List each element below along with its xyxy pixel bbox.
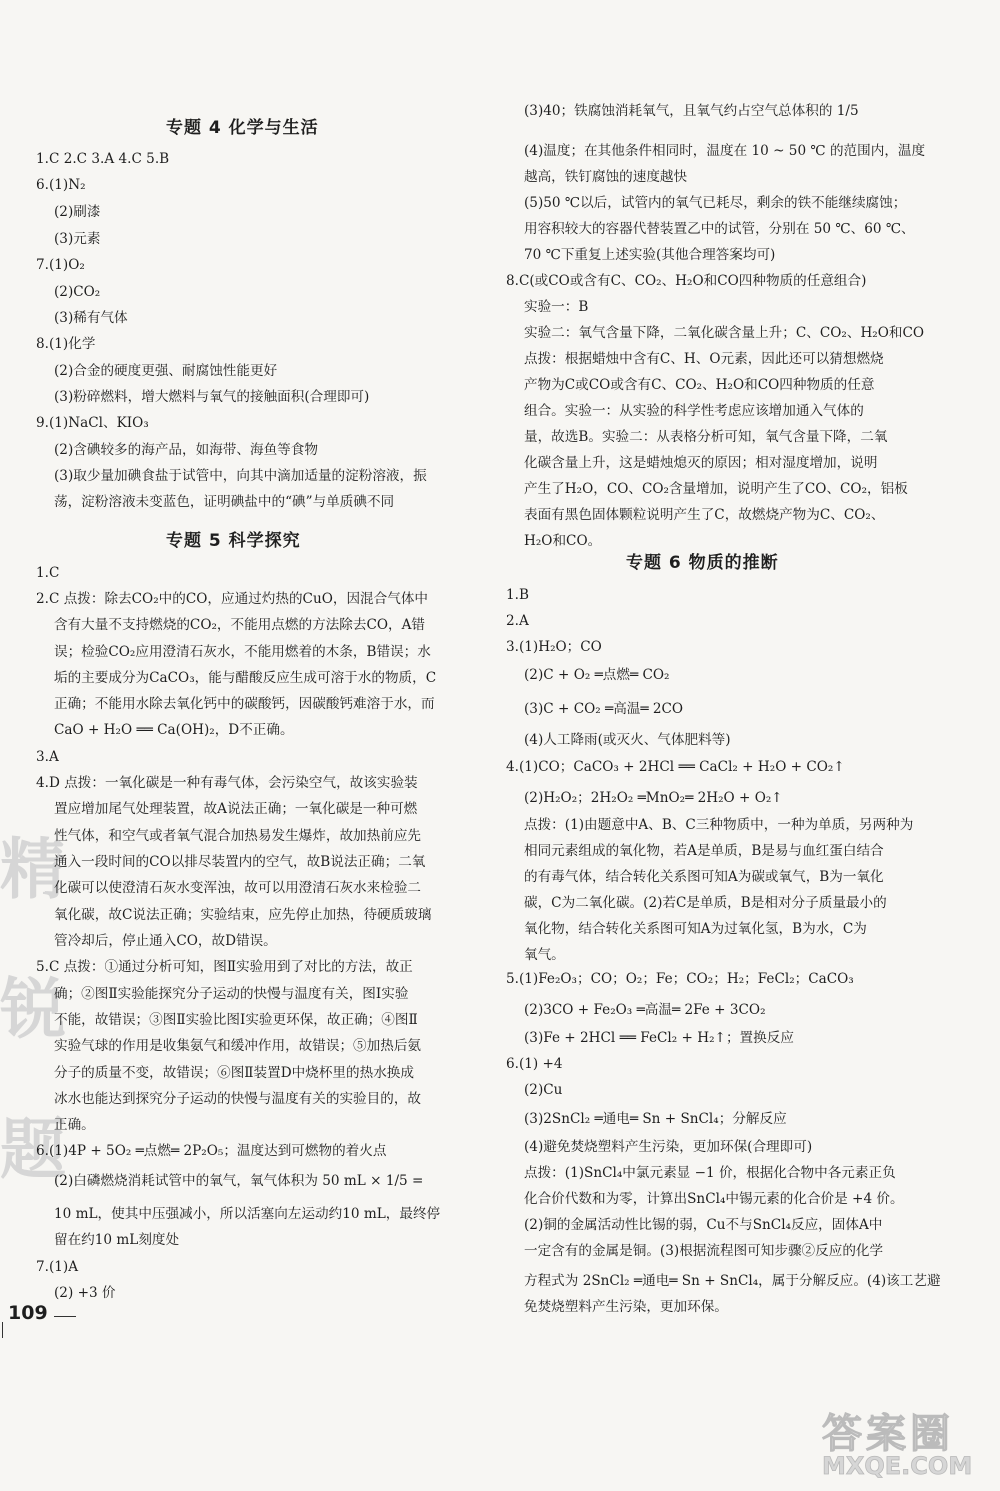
text-line: 分子的质量不变，故错误；⑥图Ⅱ装置D中烧杯里的热水换成 [54,1065,414,1081]
section-heading: 专题 6 物质的推断 [626,553,779,573]
text-line: 点拨：(1)SnCl₄中氯元素显 −1 价，根据化合物中各元素正负 [524,1165,896,1181]
text-line: (2)白磷燃烧消耗试管中的氧气，氧气体积为 50 mL × 1/5 = [54,1173,424,1189]
margin-rule [2,1322,3,1338]
text-line: 9.(1)NaCl、KIO₃ [36,415,149,431]
text-line: H₂O和CO。 [524,533,602,549]
text-line: 误；检验CO₂应用澄清石灰水，不能用燃着的木条，B错误；水 [54,644,431,660]
text-line: 1.C 2.C 3.A 4.C 5.B [36,151,170,167]
text-line: 一定含有的金属是铜。(3)根据流程图可知步骤②反应的化学 [524,1243,884,1259]
text-line: 垢的主要成分为CaCO₃，能与醋酸反应生成可溶于水的物质，C [54,670,437,686]
text-line: (3)Fe + 2HCl ══ FeCl₂ + H₂↑；置换反应 [524,1030,794,1046]
text-line: (2)Cu [524,1082,563,1098]
text-line: 组合。实验一：从实验的科学性考虑应该增加通入气体的 [524,403,864,419]
text-line: 8.C(或CO或含有C、CO₂、H₂O和CO四种物质的任意组合) [506,273,867,289]
text-line: (3)C + CO₂ ═高温═ 2CO [524,701,684,717]
text-line: 1.B [506,587,529,603]
page-number-rule [54,1316,76,1317]
watermark-char: 精 [0,831,66,908]
text-line: 的有毒气体，结合转化关系图可知A为碳或氧气，B为一氧化 [524,869,884,885]
logo-title: 答案圈 [822,1411,954,1457]
text-line: (3)稀有气体 [54,310,128,326]
text-line: CaO + H₂O ══ Ca(OH)₂，D不正确。 [54,722,294,738]
text-line: 6.(1)N₂ [36,177,86,193]
text-line: 2.A [506,613,529,629]
text-line: 留在约10 mL刻度处 [54,1232,180,1248]
text-line: 免焚烧塑料产生污染，更加环保。 [524,1299,728,1315]
text-line: (5)50 ℃以后，试管内的氧气已耗尽，剩余的铁不能继续腐蚀； [524,195,907,211]
text-line: 正确。 [54,1117,95,1133]
text-line: 化合价代数和为零，计算出SnCl₄中锡元素的化合价是 +4 价。 [524,1191,904,1207]
text-line: 碳，C为二氧化碳。(2)若C是单质，B是相对分子质量最小的 [524,895,887,911]
text-line: 7.(1)A [36,1259,79,1275]
text-line: 方程式为 2SnCl₂ ═通电═ Sn + SnCl₄，属于分解反应。(4)该工艺避 [524,1273,941,1289]
text-line: 相同元素组成的氧化物，若A是单质，B是易与血红蛋白结合 [524,843,884,859]
text-line: 确；②图Ⅱ实验能探究分子运动的快慢与温度有关，图Ⅰ实验 [54,986,409,1002]
text-line: 4.(1)CO；CaCO₃ + 2HCl ══ CaCl₂ + H₂O + CO₂↑ [506,759,845,775]
page-number: 109 [8,1302,48,1324]
text-line: (2)含碘较多的海产品，如海带、海鱼等食物 [54,442,318,458]
text-line: 6.(1)4P + 5O₂ ═点燃═ 2P₂O₅；温度达到可燃物的着火点 [36,1143,387,1159]
text-line: 4.D 点拨：一氧化碳是一种有毒气体，会污染空气，故该实验装 [36,775,418,791]
text-line: 置应增加尾气处理装置，故A说法正确；一氧化碳是一种可燃 [54,801,418,817]
text-line: 点拨：根据蜡烛中含有C、H、O元素，因此还可以猜想燃烧 [524,351,884,367]
text-line: 不能，故错误；③图Ⅱ实验比图Ⅰ实验更环保，故正确；④图Ⅱ [54,1012,418,1028]
site-logo [822,1402,990,1484]
watermark-char: 题 [0,1111,66,1188]
text-line: 5.C 点拨：①通过分析可知，图Ⅱ实验用到了对比的方法，故正 [36,959,413,975]
logo-url: MXQE.COM [822,1452,973,1480]
text-line: 2.C 点拨：除去CO₂中的CO，应通过灼热的CuO，因混合气体中 [36,591,429,607]
text-line: 氧气。 [524,947,565,963]
text-line: 化碳可以使澄清石灰水变浑浊，故可以用澄清石灰水来检验二 [54,880,422,896]
text-line: 氧化碳，故C说法正确；实验结束，应先停止加热，待硬质玻璃 [54,907,432,923]
text-line: 性气体，和空气或者氧气混合加热易发生爆炸，故加热前应先 [54,828,422,844]
text-line: 用容积较大的容器代替装置乙中的试管，分别在 50 ℃、60 ℃、 [524,221,915,237]
text-line: 通入一段时间的CO以排尽装置内的空气，故B说法正确；二氧 [54,854,426,870]
text-line: (3)40；铁腐蚀消耗氧气，且氧气约占空气总体积的 1/5 [524,103,859,119]
text-line: 5.(1)Fe₂O₃；CO；O₂；Fe；CO₂；H₂；FeCl₂；CaCO₃ [506,971,854,987]
text-line: (4)温度；在其他条件相同时，温度在 10 ~ 50 ℃ 的范围内，温度 [524,143,926,159]
text-line: 点拨：(1)由题意中A、B、C三种物质中，一种为单质，另两种为 [524,817,914,833]
text-line: 实验二：氧气含量下降，二氧化碳含量上升；C、CO₂、H₂O和CO [524,325,925,341]
text-line: 3.(1)H₂O；CO [506,639,602,655]
text-line: 8.(1)化学 [36,336,96,352]
text-line: 70 ℃下重复上述实验(其他合理答案均可) [524,247,776,263]
text-line: (2)H₂O₂；2H₂O₂ ═MnO₂═ 2H₂O + O₂↑ [524,790,783,806]
text-line: 产物为C或CO或含有C、CO₂、H₂O和CO四种物质的任意 [524,377,875,393]
section-heading: 专题 5 科学探究 [166,531,301,551]
text-line: (2)CO₂ [54,284,101,300]
text-line: 7.(1)O₂ [36,257,85,273]
text-line: 实验气球的作用是收集氨气和缓冲作用，故错误；⑤加热后氨 [54,1038,422,1054]
text-line: (2)合金的硬度更强、耐腐蚀性能更好 [54,363,278,379]
text-line: 化碳含量上升，这是蜡烛熄灭的原因；相对湿度增加，说明 [524,455,878,471]
text-line: 10 mL，使其中压强减小，所以活塞向左运动约10 mL，最终停 [54,1206,441,1222]
section-heading: 专题 4 化学与生活 [166,118,319,138]
text-line: 氧化物，结合转化关系图可知A为过氧化氢，B为水，C为 [524,921,867,937]
text-line: 荡，淀粉溶液未变蓝色，证明碘盐中的“碘”与单质碘不同 [54,494,395,510]
text-line: (2) +3 价 [54,1285,116,1301]
text-line: 含有大量不支持燃烧的CO₂，不能用点燃的方法除去CO，A错 [54,617,426,633]
text-line: 管冷却后，停止通入CO，故D错误。 [54,933,277,949]
text-line: (2)铜的金属活动性比锡的弱，Cu不与SnCl₄反应，固体A中 [524,1217,883,1233]
text-line: 表面有黑色固体颗粒说明产生了C，故燃烧产物为C、CO₂、 [524,507,885,523]
text-line: (2)3CO + Fe₂O₃ ═高温═ 2Fe + 3CO₂ [524,1002,766,1018]
text-line: (3)取少量加碘食盐于试管中，向其中滴加适量的淀粉溶液，振 [54,468,427,484]
text-line: 正确；不能用水除去氧化钙中的碳酸钙，因碳酸钙难溶于水，而 [54,696,435,712]
text-line: 3.A [36,749,59,765]
watermark-char: 锐 [0,971,66,1048]
text-line: (3)粉碎燃料，增大燃料与氧气的接触面积(合理即可) [54,389,370,405]
text-line: 冰水也能达到探究分子运动的快慢与温度有关的实验目的，故 [54,1091,422,1107]
text-line: 1.C [36,565,60,581]
text-line: 实验一：B [524,299,589,315]
text-line: (3)2SnCl₂ ═通电═ Sn + SnCl₄；分解反应 [524,1111,787,1127]
text-line: (3)元素 [54,231,101,247]
text-line: 越高，铁钉腐蚀的速度越快 [524,169,688,185]
text-line: (2)刷漆 [54,204,101,220]
text-line: (2)C + O₂ ═点燃═ CO₂ [524,667,670,683]
text-line: 6.(1) +4 [506,1056,563,1072]
text-line: (4)避免焚烧塑料产生污染，更加环保(合理即可) [524,1139,813,1155]
text-line: 产生了H₂O，CO、CO₂含量增加，说明产生了CO、CO₂，铝板 [524,481,908,497]
text-line: (4)人工降雨(或灭火、气体肥料等) [524,732,731,748]
text-line: 量，故选B。实验二：从表格分析可知，氧气含量下降，二氧 [524,429,888,445]
